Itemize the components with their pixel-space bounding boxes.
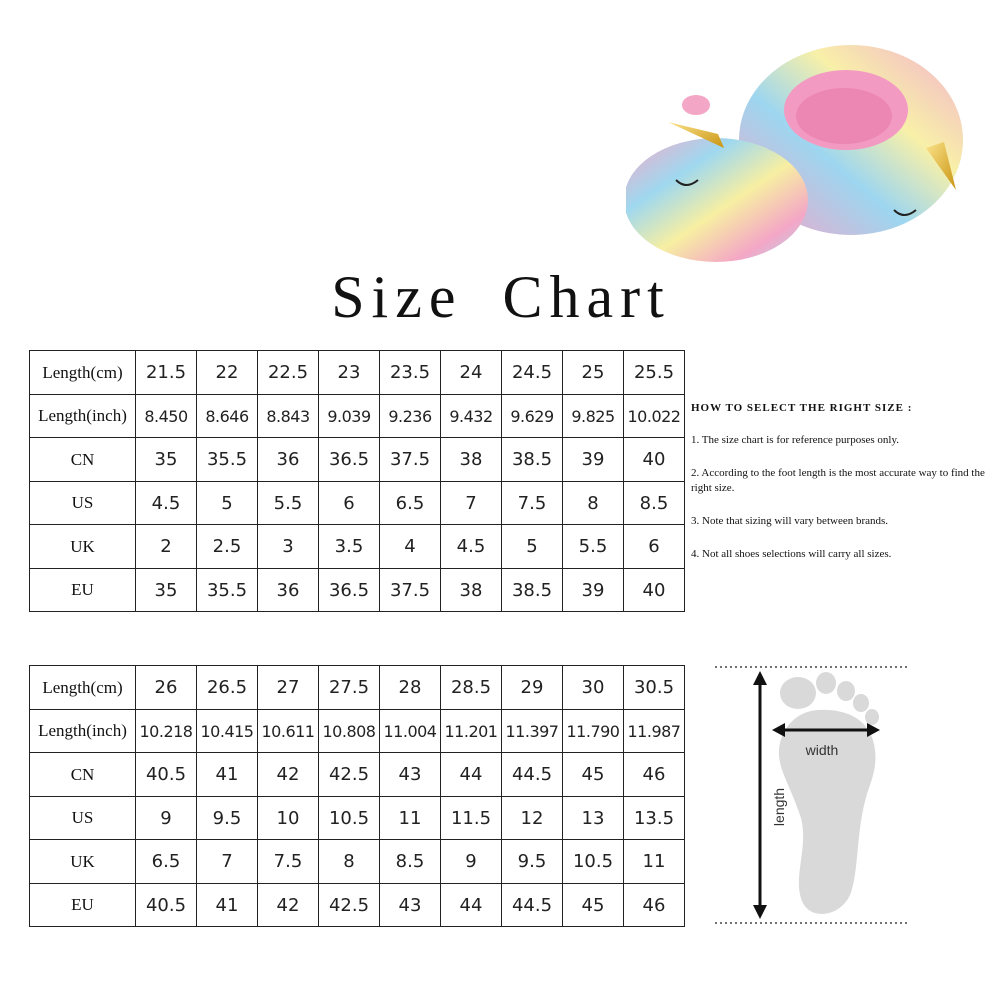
table-cell: 40 xyxy=(624,438,685,482)
table-cell: 42.5 xyxy=(319,753,380,797)
size-guide-note: 1. The size chart is for reference purposes only. xyxy=(691,434,900,446)
size-guide-note: 3. Note that sizing will vary between brands. xyxy=(691,515,889,527)
table-cell: 9.236 xyxy=(380,395,441,438)
table-cell: 9 xyxy=(441,840,502,884)
width-label: width xyxy=(805,742,839,758)
size-guide-note: 4. Not all shoes selections will carry all sizes. xyxy=(691,548,892,560)
table-cell: 10 xyxy=(258,797,319,840)
table-row xyxy=(30,395,685,438)
table-cell: 11 xyxy=(380,797,441,840)
table-cell: 39 xyxy=(563,569,624,612)
table-cell: 44.5 xyxy=(502,753,563,797)
row-header: Length(inch) xyxy=(30,710,136,753)
table-cell: 30.5 xyxy=(624,666,685,710)
row-header: US xyxy=(30,482,136,525)
table-cell: 9.5 xyxy=(502,840,563,884)
table-cell: 4 xyxy=(380,525,441,569)
row-header: CN xyxy=(30,438,136,482)
table-cell: 10.5 xyxy=(319,797,380,840)
table-cell: 10.415 xyxy=(197,710,258,753)
table-cell: 8 xyxy=(563,482,624,525)
table-cell: 42.5 xyxy=(319,884,380,927)
table-cell: 8.5 xyxy=(380,840,441,884)
table-cell: 39 xyxy=(563,438,624,482)
table-cell: 13 xyxy=(563,797,624,840)
table-cell: 42 xyxy=(258,884,319,927)
table-row xyxy=(30,351,685,395)
table-row xyxy=(30,753,685,797)
table-cell: 6.5 xyxy=(380,482,441,525)
table-cell: 40.5 xyxy=(136,753,197,797)
table-cell: 28.5 xyxy=(441,666,502,710)
row-header: EU xyxy=(30,884,136,927)
table-cell: 25 xyxy=(563,351,624,395)
unicorn-slipper-image xyxy=(626,30,972,270)
table-cell: 11.004 xyxy=(380,710,441,753)
table-cell: 7.5 xyxy=(258,840,319,884)
table-cell: 8.646 xyxy=(197,395,258,438)
table-row xyxy=(30,666,685,710)
table-cell: 7 xyxy=(197,840,258,884)
table-cell: 7 xyxy=(441,482,502,525)
table-cell: 36 xyxy=(258,569,319,612)
table-row xyxy=(30,797,685,840)
table-cell: 8.450 xyxy=(136,395,197,438)
table-cell: 22.5 xyxy=(258,351,319,395)
table-row xyxy=(30,840,685,884)
table-cell: 36.5 xyxy=(319,569,380,612)
table-cell: 36.5 xyxy=(319,438,380,482)
table-row xyxy=(30,710,685,753)
size-guide-notes xyxy=(691,402,997,580)
table-cell: 46 xyxy=(624,753,685,797)
table-cell: 10.022 xyxy=(624,395,685,438)
table-cell: 43 xyxy=(380,753,441,797)
table-cell: 4.5 xyxy=(136,482,197,525)
table-cell: 9.629 xyxy=(502,395,563,438)
table-cell: 35 xyxy=(136,569,197,612)
table-cell: 13.5 xyxy=(624,797,685,840)
table-row xyxy=(30,884,685,927)
table-row xyxy=(30,482,685,525)
size-table-1 xyxy=(29,350,685,612)
table-cell: 28 xyxy=(380,666,441,710)
table-cell: 38.5 xyxy=(502,438,563,482)
table-cell: 24 xyxy=(441,351,502,395)
row-header: Length(cm) xyxy=(30,666,136,710)
table-cell: 12 xyxy=(502,797,563,840)
table-cell: 41 xyxy=(197,753,258,797)
table-cell: 11.987 xyxy=(624,710,685,753)
table-cell: 11 xyxy=(624,840,685,884)
table-cell: 4.5 xyxy=(441,525,502,569)
row-header: CN xyxy=(30,753,136,797)
table-cell: 21.5 xyxy=(136,351,197,395)
table-cell: 2 xyxy=(136,525,197,569)
table-cell: 11.201 xyxy=(441,710,502,753)
table-cell: 5 xyxy=(502,525,563,569)
table-cell: 30 xyxy=(563,666,624,710)
table-cell: 6.5 xyxy=(136,840,197,884)
table-cell: 37.5 xyxy=(380,438,441,482)
table-cell: 38 xyxy=(441,569,502,612)
table-cell: 44.5 xyxy=(502,884,563,927)
table-cell: 5.5 xyxy=(258,482,319,525)
table-cell: 25.5 xyxy=(624,351,685,395)
length-label: length xyxy=(771,787,787,827)
table-cell: 44 xyxy=(441,753,502,797)
table-cell: 10.611 xyxy=(258,710,319,753)
table-cell: 27.5 xyxy=(319,666,380,710)
table-cell: 10.5 xyxy=(563,840,624,884)
table-cell: 23.5 xyxy=(380,351,441,395)
table-cell: 7.5 xyxy=(502,482,563,525)
table-cell: 36 xyxy=(258,438,319,482)
table-cell: 35 xyxy=(136,438,197,482)
table-cell: 9.825 xyxy=(563,395,624,438)
table-cell: 9.432 xyxy=(441,395,502,438)
table-cell: 8.843 xyxy=(258,395,319,438)
table-cell: 8 xyxy=(319,840,380,884)
table-cell: 3.5 xyxy=(319,525,380,569)
size-table-2 xyxy=(29,665,685,927)
table-cell: 9.039 xyxy=(319,395,380,438)
table-cell: 38.5 xyxy=(502,569,563,612)
row-header: UK xyxy=(30,840,136,884)
table-cell: 5 xyxy=(197,482,258,525)
table-cell: 46 xyxy=(624,884,685,927)
table-cell: 40.5 xyxy=(136,884,197,927)
table-cell: 22 xyxy=(197,351,258,395)
table-cell: 10.808 xyxy=(319,710,380,753)
table-cell: 3 xyxy=(258,525,319,569)
foot-outline-icon xyxy=(779,672,879,914)
table-row xyxy=(30,438,685,482)
table-cell: 37.5 xyxy=(380,569,441,612)
table-cell: 24.5 xyxy=(502,351,563,395)
table-cell: 6 xyxy=(624,525,685,569)
table-cell: 45 xyxy=(563,884,624,927)
table-row xyxy=(30,525,685,569)
table-cell: 35.5 xyxy=(197,569,258,612)
row-header: US xyxy=(30,797,136,840)
table-cell: 45 xyxy=(563,753,624,797)
table-cell: 43 xyxy=(380,884,441,927)
table-cell: 10.218 xyxy=(136,710,197,753)
page-title: Size Chart xyxy=(331,264,671,330)
table-cell: 11.397 xyxy=(502,710,563,753)
foot-measure-diagram xyxy=(700,655,930,935)
table-cell: 26 xyxy=(136,666,197,710)
table-cell: 9.5 xyxy=(197,797,258,840)
table-cell: 8.5 xyxy=(624,482,685,525)
table-cell: 9 xyxy=(136,797,197,840)
table-cell: 40 xyxy=(624,569,685,612)
table-cell: 2.5 xyxy=(197,525,258,569)
table-cell: 27 xyxy=(258,666,319,710)
row-header: Length(inch) xyxy=(30,395,136,438)
row-header: UK xyxy=(30,525,136,569)
table-cell: 11.790 xyxy=(563,710,624,753)
table-cell: 38 xyxy=(441,438,502,482)
table-cell: 35.5 xyxy=(197,438,258,482)
row-header: Length(cm) xyxy=(30,351,136,395)
table-cell: 6 xyxy=(319,482,380,525)
table-cell: 5.5 xyxy=(563,525,624,569)
table-row xyxy=(30,569,685,612)
table-cell: 23 xyxy=(319,351,380,395)
table-cell: 26.5 xyxy=(197,666,258,710)
size-guide-heading: HOW TO SELECT THE RIGHT SIZE : xyxy=(691,402,913,414)
table-cell: 44 xyxy=(441,884,502,927)
row-header: EU xyxy=(30,569,136,612)
table-cell: 41 xyxy=(197,884,258,927)
size-guide-note: 2. According to the foot length is the most accurate way to find the right size. xyxy=(691,467,985,494)
table-cell: 11.5 xyxy=(441,797,502,840)
table-cell: 42 xyxy=(258,753,319,797)
table-cell: 29 xyxy=(502,666,563,710)
